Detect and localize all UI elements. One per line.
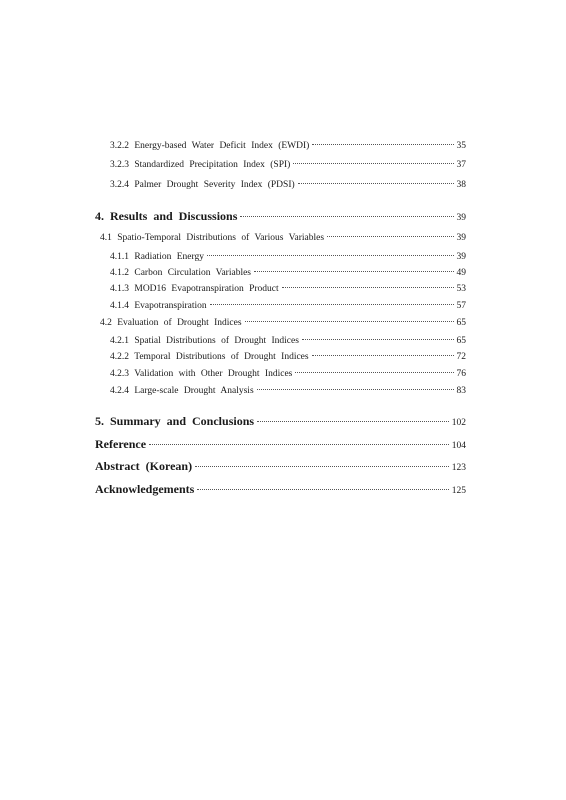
toc-entry-title: Reference bbox=[95, 437, 147, 451]
toc-entry-title: 4.2.4 Large-scale Drought Analysis bbox=[110, 386, 254, 396]
dot-leader bbox=[298, 183, 454, 184]
toc-abstract-korean bbox=[95, 459, 466, 474]
dot-leader bbox=[327, 236, 453, 237]
toc-entry-title: 4.2.1 Spatial Distributions of Drought Indices bbox=[110, 336, 299, 346]
toc-entry-page: 102 bbox=[451, 418, 466, 428]
toc-entry-title: 4.2 Evaluation of Drought Indices bbox=[100, 318, 242, 328]
toc-chapter-4 bbox=[95, 209, 466, 224]
dot-leader bbox=[312, 144, 453, 145]
dot-leader bbox=[210, 304, 454, 305]
toc-entry-page: 65 bbox=[456, 318, 466, 328]
toc-entry-title: 4.1.1 Radiation Energy bbox=[110, 252, 204, 262]
toc-entry-title: 3.2.4 Palmer Drought Severity Index (PDSI) bbox=[110, 180, 295, 190]
toc-entry-3-2-3 bbox=[110, 160, 466, 170]
toc-entry-3-2-4 bbox=[110, 180, 466, 190]
toc-entry-page: 35 bbox=[456, 141, 466, 151]
toc-entry-page: 39 bbox=[456, 252, 466, 262]
toc-entry-page: 38 bbox=[456, 180, 466, 190]
toc-entry-page: 57 bbox=[456, 301, 466, 311]
toc-entry-page: 65 bbox=[456, 336, 466, 346]
toc-entry-4-1-1 bbox=[110, 252, 466, 262]
dot-leader bbox=[295, 372, 453, 373]
toc-acknowledgements bbox=[95, 482, 466, 497]
dot-leader bbox=[282, 287, 454, 288]
toc-entry-4-2-4 bbox=[110, 386, 466, 396]
toc-entry-3-2-2 bbox=[110, 141, 466, 151]
toc-entry-4-1-3 bbox=[110, 284, 466, 294]
toc-section-4-2 bbox=[100, 318, 466, 328]
toc-entry-title: 3.2.2 Energy-based Water Deficit Index (EWDI) bbox=[110, 141, 310, 151]
toc-section-4-1 bbox=[100, 233, 466, 243]
toc-entry-page: 104 bbox=[451, 441, 466, 451]
toc-entry-page: 123 bbox=[451, 463, 466, 473]
toc-entry-page: 39 bbox=[456, 233, 466, 243]
toc-entry-4-1-2 bbox=[110, 268, 466, 278]
toc-entry-page: 83 bbox=[456, 386, 466, 396]
toc-entry-4-2-1 bbox=[110, 336, 466, 346]
dot-leader bbox=[149, 444, 449, 445]
dot-leader bbox=[293, 163, 453, 164]
dot-leader bbox=[207, 255, 454, 256]
dot-leader bbox=[257, 389, 454, 390]
toc-entry-title: 5. Summary and Conclusions bbox=[95, 414, 255, 428]
toc-entry-page: 53 bbox=[456, 284, 466, 294]
dot-leader bbox=[254, 271, 453, 272]
toc-chapter-5 bbox=[95, 414, 466, 429]
dot-leader bbox=[195, 466, 449, 467]
toc-entry-page: 76 bbox=[456, 369, 466, 379]
dot-leader bbox=[240, 216, 453, 217]
dot-leader bbox=[302, 339, 454, 340]
toc-entry-title: Acknowledgements bbox=[95, 482, 195, 496]
toc-entry-title: 4.1.4 Evapotranspiration bbox=[110, 301, 207, 311]
toc-entry-page: 37 bbox=[456, 160, 466, 170]
toc-entry-title: 3.2.3 Standardized Precipitation Index (SPI) bbox=[110, 160, 291, 170]
dot-leader bbox=[257, 421, 449, 422]
toc-entry-4-2-3 bbox=[110, 369, 466, 379]
dot-leader bbox=[312, 355, 454, 356]
toc-entry-title: 4.2.3 Validation with Other Drought Indices bbox=[110, 369, 293, 379]
toc-entry-4-2-2 bbox=[110, 352, 466, 362]
dot-leader bbox=[197, 489, 448, 490]
toc-entry-title: 4.1.3 MOD16 Evapotranspiration Product bbox=[110, 284, 279, 294]
toc-entry-title: 4.1.2 Carbon Circulation Variables bbox=[110, 268, 252, 278]
toc-entry-title: 4.1 Spatio-Temporal Distributions of Various Variables bbox=[100, 233, 325, 243]
toc-entry-page: 49 bbox=[456, 268, 466, 278]
toc-entry-page: 39 bbox=[456, 213, 466, 223]
toc-entry-title: Abstract (Korean) bbox=[95, 459, 193, 473]
toc-entry-4-1-4 bbox=[110, 301, 466, 311]
toc-entry-title: 4.2.2 Temporal Distributions of Drought Indices bbox=[110, 352, 309, 362]
toc-reference bbox=[95, 437, 466, 452]
toc-entry-page: 72 bbox=[456, 352, 466, 362]
toc-entry-page: 125 bbox=[451, 486, 466, 496]
dot-leader bbox=[245, 321, 454, 322]
toc-entry-title: 4. Results and Discussions bbox=[95, 209, 238, 223]
